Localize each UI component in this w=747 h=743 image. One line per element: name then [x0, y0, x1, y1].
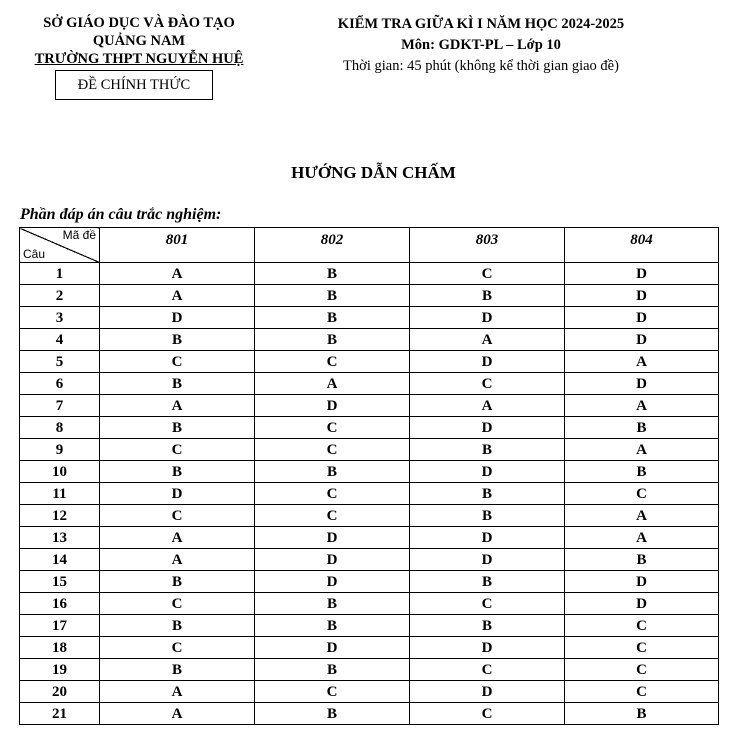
question-number-cell: 9 [20, 439, 100, 461]
table-row [20, 329, 719, 351]
exam-code-cell: 802 [255, 228, 410, 263]
answer-cell: C [100, 439, 255, 461]
answer-cell: B [410, 505, 565, 527]
answer-cell: A [565, 439, 719, 461]
table-row [20, 395, 719, 417]
answer-cell: C [100, 593, 255, 615]
answer-cell: D [410, 417, 565, 439]
answer-cell: C [565, 483, 719, 505]
answer-cell: A [100, 285, 255, 307]
exam-code-header: Mã đề [62, 228, 96, 242]
answer-cell: C [255, 351, 410, 373]
answer-cell: C [410, 593, 565, 615]
answer-cell: B [255, 307, 410, 329]
question-number-cell: 7 [20, 395, 100, 417]
question-number-cell: 10 [20, 461, 100, 483]
answer-table-body [20, 263, 719, 725]
exam-subject: Môn: GDKT-PL – Lớp 10 [401, 37, 561, 53]
answer-cell: B [100, 417, 255, 439]
answer-cell: C [255, 681, 410, 703]
answer-cell: B [100, 461, 255, 483]
table-row [20, 593, 719, 615]
answer-cell: D [410, 461, 565, 483]
answer-cell: C [565, 659, 719, 681]
answer-cell: A [100, 549, 255, 571]
question-number-cell: 1 [20, 263, 100, 285]
answer-cell: B [255, 263, 410, 285]
answer-key-table [19, 227, 719, 725]
question-number-cell: 14 [20, 549, 100, 571]
table-header-row [20, 228, 719, 263]
question-number-cell: 18 [20, 637, 100, 659]
department-line-1: SỞ GIÁO DỤC VÀ ĐÀO TẠO [43, 15, 235, 31]
answer-cell: C [410, 373, 565, 395]
table-row [20, 461, 719, 483]
answer-cell: A [565, 395, 719, 417]
answer-cell: D [565, 571, 719, 593]
exam-code-cell: 804 [565, 228, 719, 263]
answer-cell: A [255, 373, 410, 395]
question-number-cell: 8 [20, 417, 100, 439]
table-row [20, 571, 719, 593]
answer-cell: A [565, 527, 719, 549]
question-number-cell: 17 [20, 615, 100, 637]
official-exam-label: ĐỀ CHÍNH THỨC [55, 70, 213, 100]
answer-cell: D [410, 351, 565, 373]
table-row [20, 483, 719, 505]
exam-header [296, 14, 666, 77]
answer-cell: B [565, 703, 719, 725]
answer-cell: D [255, 395, 410, 417]
answer-cell: D [410, 637, 565, 659]
answer-cell: B [255, 615, 410, 637]
answer-cell: C [255, 417, 410, 439]
answer-cell: D [565, 307, 719, 329]
table-row [20, 549, 719, 571]
answer-cell: B [410, 571, 565, 593]
answer-cell: B [100, 373, 255, 395]
school-name: TRƯỜNG THPT NGUYỄN HUỆ [34, 51, 244, 67]
answer-cell: B [100, 659, 255, 681]
table-row [20, 659, 719, 681]
question-number-cell: 20 [20, 681, 100, 703]
answer-cell: C [100, 637, 255, 659]
answer-cell: B [255, 329, 410, 351]
exam-duration: Thời gian: 45 phút (không kể thời gian giao đề) [343, 58, 619, 74]
answer-cell: D [565, 373, 719, 395]
exam-code-cell: 803 [410, 228, 565, 263]
answer-cell: D [410, 527, 565, 549]
answer-cell: D [410, 681, 565, 703]
section-label: Phần đáp án câu trắc nghiệm: [20, 206, 222, 223]
question-header: Câu [23, 247, 46, 261]
table-row [20, 351, 719, 373]
table-row [20, 703, 719, 725]
table-row [20, 373, 719, 395]
corner-cell [20, 228, 100, 263]
answer-cell: A [410, 395, 565, 417]
table-row [20, 505, 719, 527]
table-row [20, 307, 719, 329]
answer-cell: D [565, 263, 719, 285]
answer-cell: A [100, 703, 255, 725]
question-number-cell: 19 [20, 659, 100, 681]
exam-code-cell: 801 [100, 228, 255, 263]
table-row [20, 285, 719, 307]
question-number-cell: 3 [20, 307, 100, 329]
answer-cell: B [410, 483, 565, 505]
question-number-cell: 15 [20, 571, 100, 593]
answer-cell: A [565, 505, 719, 527]
question-number-cell: 12 [20, 505, 100, 527]
answer-cell: D [565, 329, 719, 351]
question-number-cell: 6 [20, 373, 100, 395]
answer-cell: D [565, 285, 719, 307]
answer-cell: A [565, 351, 719, 373]
answer-cell: A [100, 681, 255, 703]
table-row [20, 615, 719, 637]
answer-cell: B [255, 703, 410, 725]
answer-cell: C [410, 263, 565, 285]
question-number-cell: 13 [20, 527, 100, 549]
answer-cell: B [565, 417, 719, 439]
answer-cell: C [100, 351, 255, 373]
answer-cell: C [565, 615, 719, 637]
answer-cell: C [565, 681, 719, 703]
answer-cell: C [410, 703, 565, 725]
question-number-cell: 16 [20, 593, 100, 615]
answer-cell: C [410, 659, 565, 681]
answer-cell: C [255, 483, 410, 505]
answer-cell: B [565, 549, 719, 571]
table-row [20, 439, 719, 461]
answer-cell: B [255, 593, 410, 615]
answer-cell: B [410, 285, 565, 307]
answer-cell: B [100, 615, 255, 637]
answer-cell: B [255, 285, 410, 307]
department-line-2: QUẢNG NAM [92, 33, 186, 49]
question-number-cell: 4 [20, 329, 100, 351]
answer-cell: D [410, 549, 565, 571]
exam-title: KIỂM TRA GIỮA KÌ I NĂM HỌC 2024-2025 [337, 16, 625, 32]
answer-cell: B [255, 461, 410, 483]
answer-cell: D [410, 307, 565, 329]
answer-cell: B [100, 329, 255, 351]
answer-cell: B [565, 461, 719, 483]
answer-cell: C [255, 439, 410, 461]
question-number-cell: 21 [20, 703, 100, 725]
table-row [20, 681, 719, 703]
answer-cell: D [255, 549, 410, 571]
question-number-cell: 11 [20, 483, 100, 505]
answer-cell: D [255, 571, 410, 593]
page-title: HƯỚNG DẪN CHẤM [291, 163, 456, 182]
answer-cell: D [255, 527, 410, 549]
answer-cell: D [100, 307, 255, 329]
answer-cell: A [100, 395, 255, 417]
table-row [20, 527, 719, 549]
answer-cell: B [410, 615, 565, 637]
answer-cell: A [100, 527, 255, 549]
answer-cell: D [255, 637, 410, 659]
answer-cell: A [410, 329, 565, 351]
answer-cell: C [100, 505, 255, 527]
question-number-cell: 2 [20, 285, 100, 307]
answer-cell: B [410, 439, 565, 461]
question-number-cell: 5 [20, 351, 100, 373]
answer-cell: D [565, 593, 719, 615]
answer-cell: A [100, 263, 255, 285]
department-header [20, 14, 258, 68]
answer-cell: B [255, 659, 410, 681]
answer-cell: C [255, 505, 410, 527]
table-row [20, 263, 719, 285]
table-row [20, 637, 719, 659]
answer-cell: B [100, 571, 255, 593]
table-row [20, 417, 719, 439]
answer-cell: D [100, 483, 255, 505]
answer-cell: C [565, 637, 719, 659]
